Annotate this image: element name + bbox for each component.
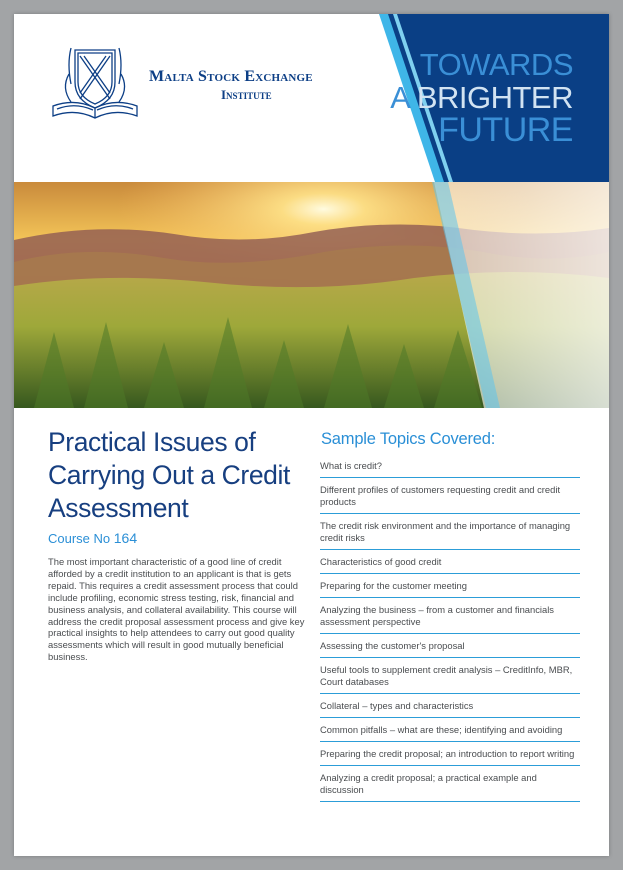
list-item: Different profiles of customers requesting credit and credit products xyxy=(320,478,580,514)
topics-heading: Sample Topics Covered: xyxy=(321,430,496,448)
organization-name: Malta Stock Exchange xyxy=(149,68,313,85)
tagline-word-a: A xyxy=(390,80,409,115)
tagline-line-1: TOWARDS xyxy=(419,47,573,82)
tagline-line-2 xyxy=(390,81,573,114)
list-item: Useful tools to supplement credit analysis – CreditInfo, MBR, Court databases xyxy=(320,658,580,694)
topics-list xyxy=(320,454,580,802)
list-item: Analyzing the business – from a customer and financials assessment perspective xyxy=(320,598,580,634)
list-item: Assessing the customer's proposal xyxy=(320,634,580,658)
list-item: Preparing for the customer meeting xyxy=(320,574,580,598)
list-item: Collateral – types and characteristics xyxy=(320,694,580,718)
course-number-label: Course No xyxy=(48,531,111,546)
course-number xyxy=(48,530,137,546)
course-title: Practical Issues of Carrying Out a Credit Assessment xyxy=(48,427,290,523)
list-item: The credit risk environment and the importance of managing credit risks xyxy=(320,514,580,550)
tagline-word-brighter: BRIGHTER xyxy=(416,80,573,115)
list-item: Characteristics of good credit xyxy=(320,550,580,574)
course-number-value: 164 xyxy=(113,530,138,546)
organization-subtitle: Institute xyxy=(221,87,272,102)
list-item: Analyzing a credit proposal; a practical example and discussion xyxy=(320,766,580,802)
list-item: Preparing the credit proposal; an introduction to report writing xyxy=(320,742,580,766)
course-description: The most important characteristic of a good line of credit afforded by a credit institution to an applicant is that is gets repaid. This requires a credit assessment process that could include profiling, economic stress testing, risk, financial and business analysis, and collateral availability. This course will address the credit proposal assessment process and give key practical insights to help attendees to carry out good quality assessments which will result in good mutually beneficial business. xyxy=(48,556,305,663)
sunrise-forest-photo xyxy=(14,182,609,408)
tagline-line-3: FUTURE xyxy=(438,111,573,149)
brochure-page xyxy=(14,14,609,856)
list-item: Common pitfalls – what are these; identifying and avoiding xyxy=(320,718,580,742)
tagline xyxy=(390,48,573,147)
shield-book-crest-icon xyxy=(47,44,143,122)
list-item: What is credit? xyxy=(320,454,580,478)
